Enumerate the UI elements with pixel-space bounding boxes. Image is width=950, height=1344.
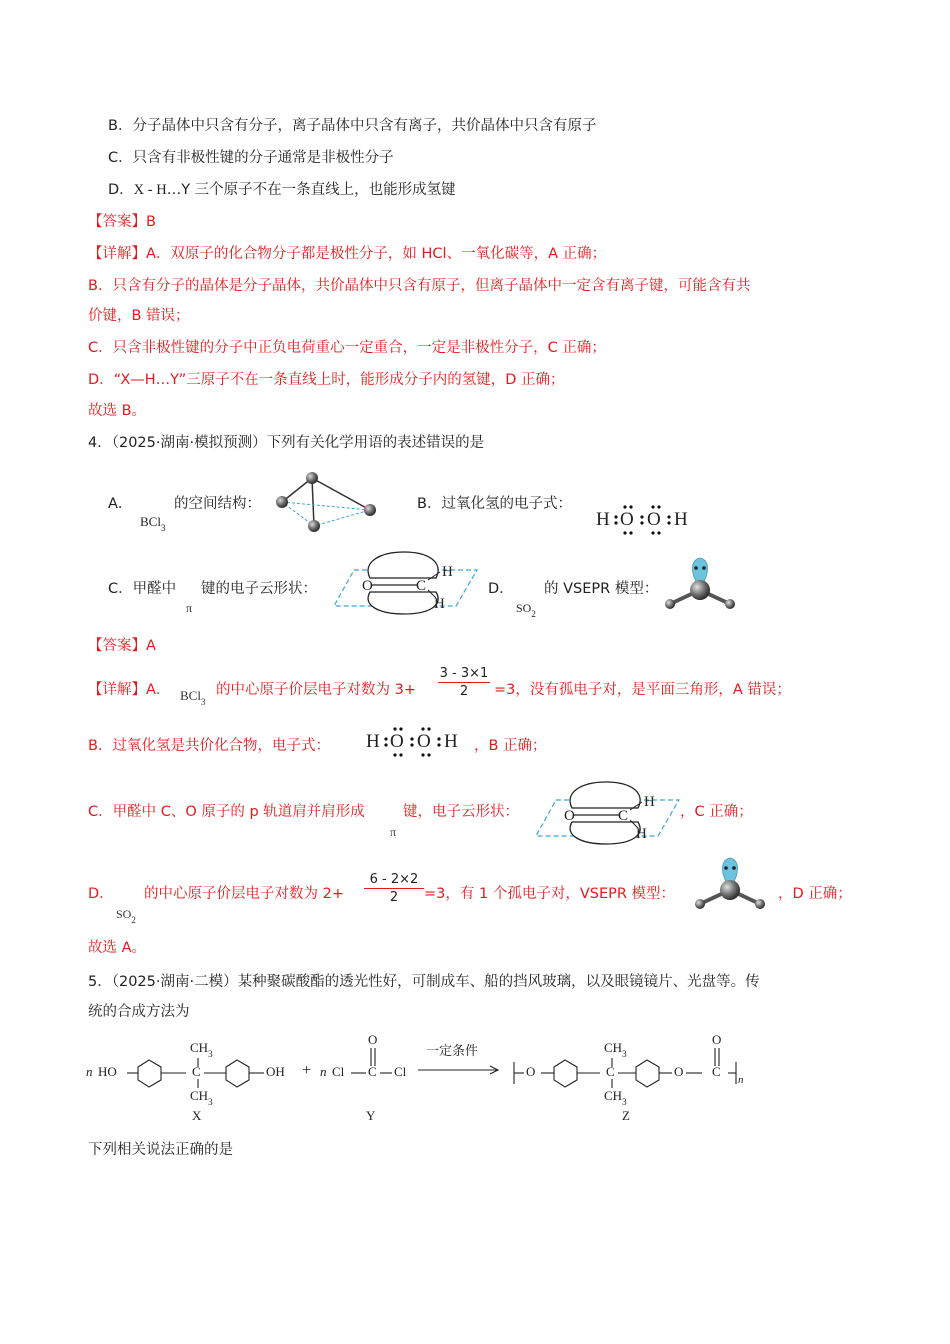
- z-center-c: C: [606, 1064, 615, 1079]
- q4-explain-a-formula: BCl$_3$: [180, 688, 206, 707]
- z-c: C: [712, 1064, 721, 1079]
- q4-option-a-text: 的空间结构：: [174, 496, 261, 512]
- q3-option-d: D．X - H…Y 三个原子不在一条直线上，也能形成氢键: [108, 182, 456, 198]
- q4-explain-b-suffix: ，B 正确；: [474, 738, 547, 754]
- q3-option-b: B．分子晶体中只含有分子，离子晶体中只含有离子，共价晶体中只含有原子: [108, 118, 597, 134]
- q4-answer: 【答案】A: [88, 638, 156, 654]
- q4-option-c-label: C．甲醛中: [108, 581, 177, 597]
- pi-oxygen-label: O: [362, 578, 373, 594]
- coefficient-n-1: n: [86, 1064, 93, 1079]
- q4-explain-d-suffix: ，D 正确；: [778, 886, 852, 902]
- pi-h1-label: H: [442, 564, 453, 580]
- q4-explain-c-suffix: ，C 正确；: [680, 804, 753, 820]
- q4-conclusion: 故选 A。: [88, 940, 147, 956]
- q4-option-c-pi: π: [186, 601, 193, 615]
- q3-explain-b1: B．只含有分子的晶体是分子晶体，共价晶体中只含有原子，但离子晶体中一定含有离子键，可能含有共: [88, 278, 751, 294]
- y-c: C: [368, 1064, 377, 1079]
- q4-explain-a-mid: 的中心原子价层电子对数为 3+: [216, 682, 416, 698]
- h2o2-electron-formula-2: H O O H: [364, 724, 474, 760]
- coefficient-n-2: n: [320, 1064, 327, 1079]
- so2-vsepr-figure: [660, 556, 740, 616]
- q4-explain-d-label: D．: [88, 886, 114, 902]
- y-cl-right: Cl: [394, 1064, 407, 1079]
- q3-option-c: C．只含有非极性键的分子通常是非极性分子: [108, 150, 394, 166]
- label-z: Z: [622, 1108, 630, 1123]
- q4-explain-d-mid2: =3，有 1 个孤电子对，VSEPR 模型：: [424, 886, 676, 902]
- z-subscript-n: n: [738, 1074, 744, 1086]
- q4-explain-c-mid: 键，电子云形状：: [403, 804, 519, 820]
- q4-explain-d-fraction: [364, 872, 424, 905]
- pi-bond-cloud-figure: [332, 548, 478, 616]
- q3-answer: 【答案】B: [88, 214, 156, 230]
- q4-explain-d-mid: 的中心原子价层电子对数为 2+: [144, 886, 344, 902]
- q4-option-d-label: D．: [488, 581, 514, 597]
- pi-bond-cloud-figure-2: [534, 778, 680, 846]
- q4-explain-a-suffix: =3，没有孤电子对，是平面三角形，A 错误；: [494, 682, 791, 698]
- q4-explain-a-prefix: 【详解】A．: [88, 682, 171, 698]
- q3-explain-a: 【详解】A．双原子的化合物分子都是极性分子，如 HCl、一氧化碳等，A 正确；: [88, 246, 607, 262]
- q5-stem-line1: 5．（2025·湖南·二模）某种聚碳酸酯的透光性好，可制成车、船的挡风玻璃，以及眼镜镜片、光盘等。传: [88, 974, 760, 990]
- label-x: X: [192, 1108, 202, 1123]
- y-o: O: [368, 1032, 378, 1047]
- q3-explain-c: C．只含非极性键的分子中正负电荷重心一定重合，一定是非极性分子，C 正确；: [88, 340, 606, 356]
- q4-explain-d-formula: $SO_2$: [116, 907, 136, 925]
- z-carbonyl-o: O: [712, 1032, 722, 1047]
- svg-text:H: H: [644, 794, 655, 810]
- q4-explain-c-pi: π: [390, 825, 397, 839]
- q4-option-c-text: 键的电子云形状：: [201, 581, 317, 597]
- reaction-scheme: [86, 1030, 766, 1126]
- pi-carbon-label: C: [416, 578, 427, 594]
- z-ch3-top: $CH_3$: [604, 1040, 627, 1059]
- q4-stem: 4．（2025·湖南·模拟预测）下列有关化学用语的表述错误的是: [88, 435, 485, 451]
- fraction-numerator: 3 - 3×1: [439, 666, 489, 681]
- q4-explain-a-fraction: [438, 666, 490, 699]
- z-ch3-bottom: $CH_3$: [604, 1088, 627, 1107]
- h2o2-electron-formula: H O O H: [594, 502, 704, 538]
- x-oh: OH: [266, 1064, 285, 1079]
- z-o-left: O: [526, 1064, 536, 1079]
- q4-option-d-text: 的 VSEPR 模型：: [544, 581, 659, 597]
- q5-stem-line2: 统的合成方法为: [88, 1004, 190, 1020]
- svg-text:C: C: [618, 808, 629, 824]
- bcl3-structure-figure: [272, 470, 384, 540]
- q3-conclusion: 故选 B。: [88, 403, 147, 419]
- z-o-right: O: [674, 1064, 684, 1079]
- plus-sign: +: [302, 1062, 312, 1079]
- svg-text:O: O: [564, 808, 575, 824]
- so2-vsepr-figure-2: [690, 856, 770, 916]
- q4-option-a-label: A．: [108, 496, 133, 512]
- reaction-condition: 一定条件: [426, 1044, 479, 1059]
- x-ch3-bottom: $CH_3$: [190, 1088, 213, 1107]
- fraction-denominator: 2: [459, 684, 469, 699]
- pi-h2-label: H: [434, 596, 445, 612]
- q5-footer: 下列相关说法正确的是: [88, 1142, 233, 1158]
- q4-option-b-text: B．过氧化氢的电子式：: [417, 496, 572, 512]
- x-center-c: C: [192, 1064, 201, 1079]
- fraction-denominator: 2: [389, 890, 399, 905]
- label-y: Y: [366, 1108, 376, 1123]
- q4-explain-b-text: B．过氧化氢是共价化合物，电子式：: [88, 738, 330, 754]
- q4-explain-c-text: C．甲醛中 C、O 原子的 p 轨道肩并肩形成: [88, 804, 365, 820]
- q3-explain-d: D．“X—H…Y”三原子不在一条直线上时，能形成分子内的氢键，D 正确；: [88, 372, 565, 388]
- fraction-numerator: 6 - 2×2: [369, 872, 419, 887]
- x-ch3-top: $CH_3$: [190, 1040, 213, 1059]
- x-ho: HO: [98, 1064, 117, 1079]
- q4-option-a-formula: BCl$_3$: [140, 514, 166, 533]
- q4-option-d-formula: $SO_2$: [516, 601, 536, 619]
- q3-explain-b2: 价键，B 错误；: [88, 308, 190, 324]
- q3-formula: X - H: [133, 182, 167, 198]
- y-cl-left: Cl: [332, 1064, 345, 1079]
- svg-text:H: H: [636, 826, 647, 842]
